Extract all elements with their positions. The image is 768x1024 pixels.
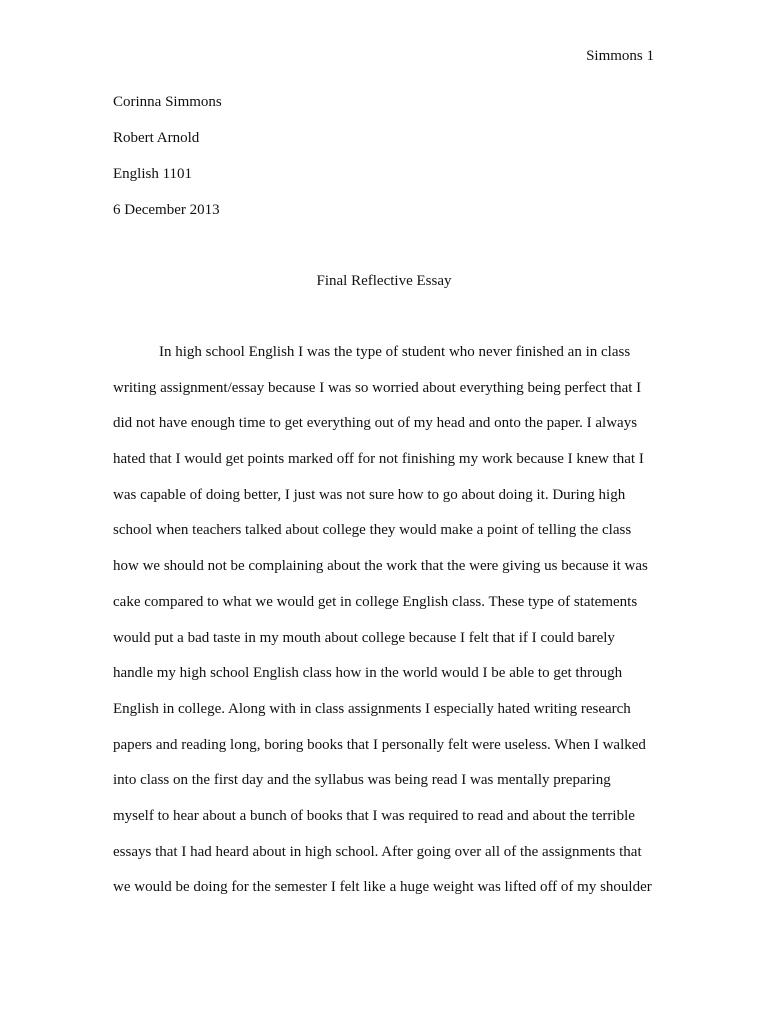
essay-title: Final Reflective Essay (316, 273, 452, 289)
mla-heading (113, 92, 222, 236)
body-line: handle my high school English class how in the world would I be able to get through (113, 665, 623, 682)
body-line: English in college. Along with in class assignments I especially hated writing research (113, 700, 631, 717)
body-line: school when teachers talked about college they would make a point of telling the class (113, 522, 632, 539)
body-line: writing assignment/essay because I was so worried about everything being perfect that I (113, 379, 642, 396)
body-line: cake compared to what we would get in college English class. These type of statements (113, 593, 638, 610)
running-head: Simmons 1 (586, 48, 654, 64)
body-line: was capable of doing better, I just was not sure how to go about doing it. During high (113, 486, 626, 503)
body-line: In high school English I was the type of student who never finished an in class (159, 344, 631, 360)
essay-date: 6 December 2013 (113, 202, 220, 218)
instructor-name: Robert Arnold (113, 130, 200, 146)
body-line: how we should not be complaining about the work that the were giving us because it was (113, 558, 648, 575)
body-line: myself to hear about a bunch of books that I was required to read and about the terrible (113, 807, 635, 824)
body-line: essays that I had heard about in high school. After going over all of the assignments that (113, 843, 642, 860)
body-line: we would be doing for the semester I felt like a huge weight was lifted off of my shoulder (113, 879, 652, 896)
course-name: English 1101 (113, 166, 193, 182)
body-line: into class on the first day and the syllabus was being read I was mentally preparing (113, 772, 611, 789)
body-line: hated that I would get points marked off for not finishing my work because I knew that I (113, 451, 644, 468)
author-name: Corinna Simmons (113, 94, 222, 110)
body-line: did not have enough time to get everything out of my head and onto the paper. I always (113, 415, 638, 432)
essay-body (113, 342, 658, 913)
body-line: papers and reading long, boring books that I personally felt were useless. When I walked (113, 736, 646, 753)
body-line: would put a bad taste in my mouth about college because I felt that if I could barely (113, 629, 615, 646)
